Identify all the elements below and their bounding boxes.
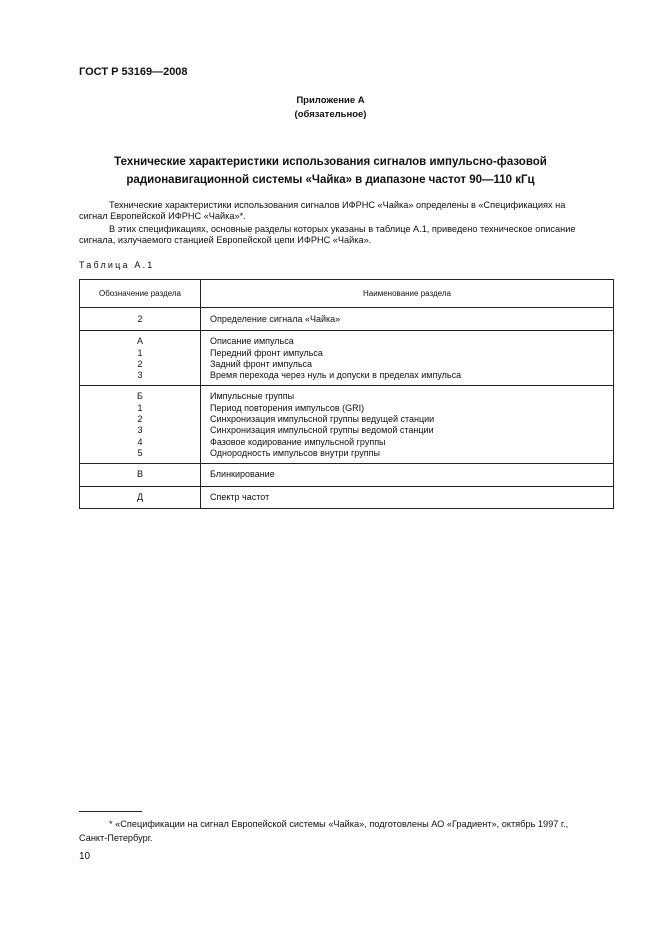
section-name: Время перехода через нуль и допуски в пределах импульса <box>210 370 462 381</box>
section-code: Б <box>137 391 143 402</box>
section-code-cell <box>80 386 201 464</box>
section-name: Блинкирование <box>210 469 275 480</box>
section-name: Фазовое кодирование импульсной группы <box>210 436 386 447</box>
section-name: Спектр частот <box>210 491 270 502</box>
section-code: 2 <box>137 314 143 324</box>
section-name: Синхронизация импульсной группы ведомой станции <box>210 425 434 436</box>
paragraph-2 <box>79 224 614 246</box>
section-code: 4 <box>137 436 143 447</box>
section-code-cell <box>80 331 201 386</box>
section-name: Однородность импульсов внутри группы <box>210 447 380 458</box>
section-name: Синхронизация импульсной группы ведущей станции <box>210 414 435 425</box>
section-name: Задний фронт импульса <box>210 358 313 369</box>
section-code-cell <box>80 308 201 331</box>
appendix-status: (обязательное) <box>294 109 367 120</box>
section-code: 5 <box>137 447 143 458</box>
section-name: Импульсные группы <box>210 391 295 402</box>
section-code: А <box>136 336 143 347</box>
section-code: В <box>136 469 143 480</box>
paragraph-1-line-2: сигнал Европейской ИФРНС «Чайка»*. <box>79 211 246 221</box>
section-name-cell <box>201 486 614 508</box>
section-name: Передний фронт импульса <box>210 347 323 358</box>
section-code-cell <box>80 464 201 486</box>
appendix-label: Приложение А <box>296 95 365 106</box>
section-name-cell <box>201 331 614 386</box>
table-row <box>80 308 614 331</box>
table-caption: Таблица А.1 <box>79 260 155 270</box>
section-name: Определение сигнала «Чайка» <box>210 314 341 324</box>
footnote-divider <box>79 811 142 812</box>
section-code-cell <box>80 486 201 508</box>
section-name: Описание импульса <box>210 336 294 347</box>
section-name-cell <box>201 464 614 486</box>
footnote-line-1: * «Спецификации на сигнал Европейской системы «Чайка», подготовлены АО «Градиент», октябрь 1997 г., <box>109 819 569 829</box>
paragraph-1-line-1: Технические характеристики использования сигналов ИФРНС «Чайка» определены в «Спецификациях на <box>109 200 566 210</box>
section-code: 1 <box>137 402 143 413</box>
section-code: 3 <box>137 370 143 381</box>
header-section-name: Наименование раздела <box>201 280 614 308</box>
table-row <box>80 486 614 508</box>
section-code: Д <box>136 491 144 502</box>
section-code: 2 <box>137 358 143 369</box>
footnote <box>79 817 614 845</box>
sections-table <box>79 279 614 509</box>
section-code: 1 <box>137 347 143 358</box>
section-code: 2 <box>137 414 143 425</box>
paragraph-1 <box>79 200 614 222</box>
section-name-cell <box>201 308 614 331</box>
table-row <box>80 331 614 386</box>
section-name-cell <box>201 386 614 464</box>
table-header-row <box>80 280 614 308</box>
section-title-line-2: радионавигационной системы «Чайка» в диапазоне частот 90—110 кГц <box>126 174 535 186</box>
section-title-line-1: Технические характеристики использования сигналов импульсно-фазовой <box>114 156 547 168</box>
section-code: 3 <box>137 425 143 436</box>
table-row <box>80 386 614 464</box>
paragraph-2-line-2: сигнала, излучаемого станцией Европейской цепи ИФРНС «Чайка». <box>79 235 372 245</box>
document-header: ГОСТ Р 53169—2008 <box>79 66 188 78</box>
table-row <box>80 464 614 486</box>
header-section-code: Обозначение раздела <box>80 280 201 308</box>
section-name: Период повторения импульсов (GRI) <box>210 402 365 413</box>
paragraph-2-line-1: В этих спецификациях, основные разделы которых указаны в таблице А.1, приведено техническое описание <box>109 224 576 234</box>
page-number: 10 <box>79 851 91 862</box>
footnote-line-2: Санкт-Петербург. <box>79 833 153 843</box>
